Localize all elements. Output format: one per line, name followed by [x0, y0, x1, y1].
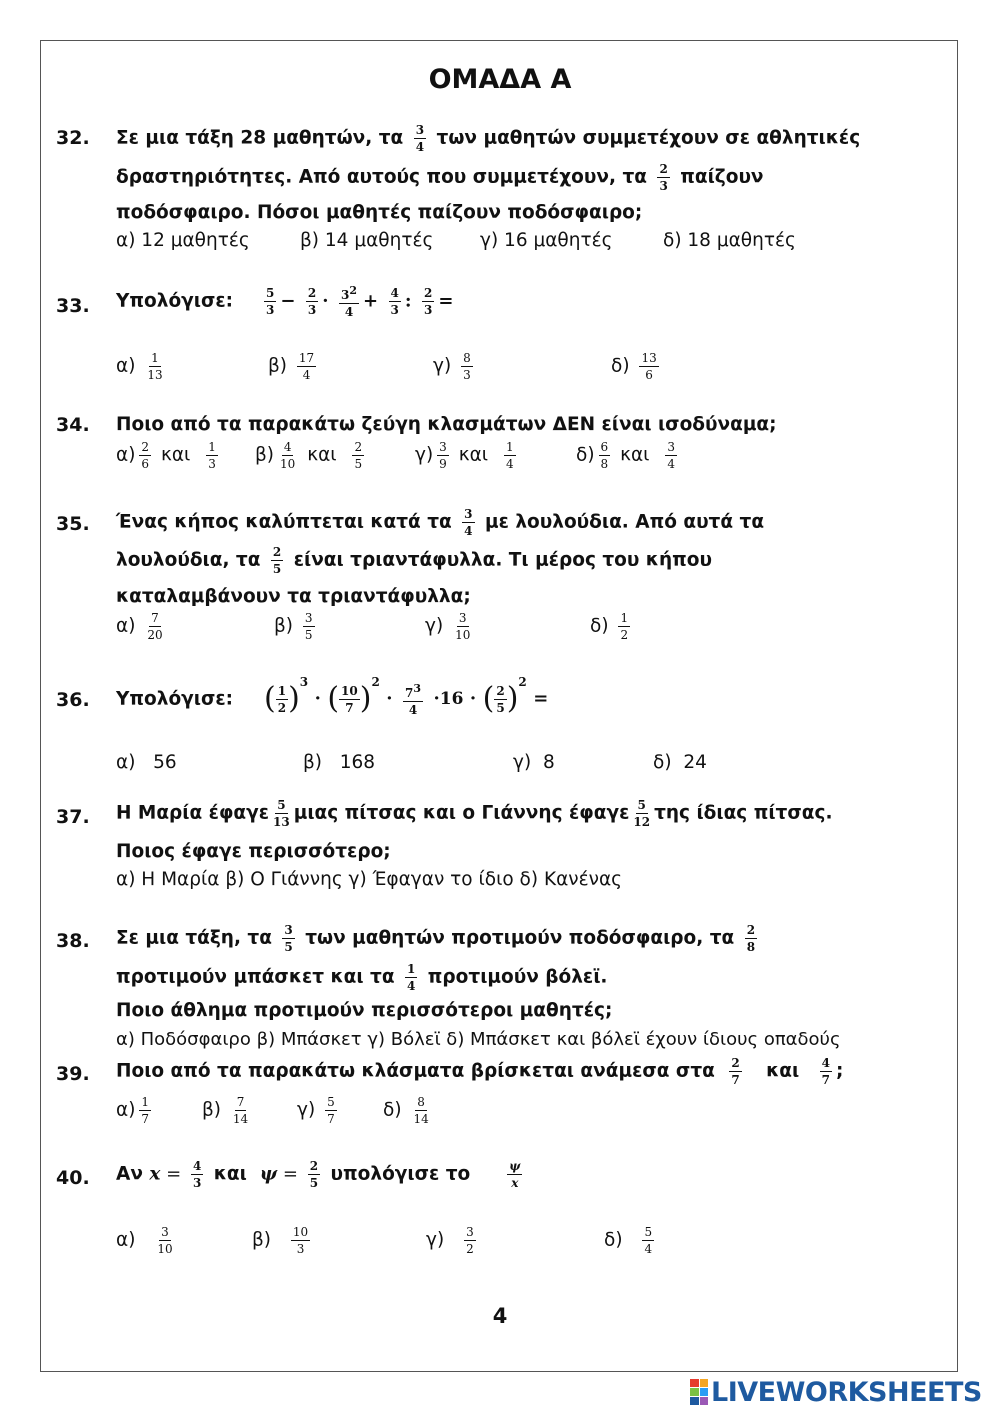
q38-line1: Σε μια τάξη, τα $\frac{3}{5}$ των μαθητών προτιμούν ποδόσφαιρο, τα $\frac{2}{8}$: [116, 923, 756, 954]
question-number: 38.: [56, 930, 90, 952]
answer-option[interactable]: γ) $\frac{3}{2}$: [426, 1225, 474, 1256]
question-number: 39.: [56, 1063, 90, 1085]
question-number: 32.: [56, 127, 90, 149]
answer-option[interactable]: α) $\frac{1}{7}$: [116, 1095, 150, 1126]
question-number: 40.: [56, 1167, 90, 1189]
answer-option[interactable]: γ) 8: [513, 752, 555, 773]
q32-line2: δραστηριότητες. Από αυτούς που συμμετέχουν, τα $\frac{2}{3}$ παίζουν: [116, 162, 764, 193]
answer-option[interactable]: α) 12 μαθητές: [116, 230, 250, 251]
q35-line1: Ένας κήπος καλύπτεται κατά τα $\frac{3}{4}$ με λουλούδια. Από αυτά τα: [116, 507, 765, 538]
q35-line2: λουλούδια, τα $\frac{2}{5}$ είναι τριαντάφυλλα. Τι μέρος του κήπου: [116, 545, 712, 576]
question-number: 37.: [56, 806, 90, 828]
answer-option[interactable]: γ) $\frac{3}{9}$ και $\frac{1}{4}$: [415, 440, 514, 471]
answer-option[interactable]: δ) $\frac{1}{2}$: [590, 611, 629, 642]
answer-option[interactable]: β) 14 μαθητές: [300, 230, 434, 251]
q38-line2: προτιμούν μπάσκετ και τα $\frac{1}{4}$ προτιμούν βόλεϊ.: [116, 962, 608, 993]
question-number: 35.: [56, 513, 90, 535]
q32-line3: ποδόσφαιρο. Πόσοι μαθητές παίζουν ποδόσφαιρο;: [116, 202, 643, 223]
q39-line1: Ποιο από τα παρακάτω κλάσματα βρίσκεται ανάμεσα στα $\frac{2}{7}$ και $\frac{4}{7}$ ;: [116, 1056, 844, 1087]
q38-line3: Ποιο άθλημα προτιμούν περισσότεροι μαθητές;: [116, 1000, 613, 1021]
q36-expression: Υπολόγισε: ( $\frac{1}{2}$ )$^3$ · ( $\frac{10}{7}$ )$^2$ · $\frac{7^3}{4}$ ·16 · ( $\frac{2}{5}$ )$^2$ =: [116, 675, 549, 717]
question-number: 33.: [56, 295, 90, 317]
q32-line1: Σε μια τάξη 28 μαθητών, τα $\frac{3}{4}$ των μαθητών συμμετέχουν σε αθλητικές: [116, 123, 861, 154]
question-number: 34.: [56, 414, 90, 436]
answer-option[interactable]: δ) $\frac{8}{14}$: [383, 1095, 429, 1126]
answer-option[interactable]: β) $\frac{17}{4}$: [268, 351, 315, 382]
page-title: ΟΜΑΔΑ Α: [428, 64, 572, 95]
answer-option[interactable]: δ) 18 μαθητές: [663, 230, 796, 251]
answer-option[interactable]: δ) 24: [653, 752, 707, 773]
answer-option[interactable]: α) $\frac{1}{13}$: [116, 351, 163, 382]
answer-options[interactable]: α) Ποδόσφαιρο β) Μπάσκετ γ) Βόλεϊ δ) Μπάσκετ και βόλεϊ έχουν ίδιους οπαδούς: [116, 1029, 841, 1050]
answer-option[interactable]: γ) $\frac{3}{10}$: [425, 611, 471, 642]
answer-option[interactable]: α) $\frac{3}{10}$: [116, 1225, 173, 1256]
answer-option[interactable]: β) $\frac{10}{3}$: [252, 1225, 309, 1256]
answer-option[interactable]: β) $\frac{3}{5}$: [274, 611, 313, 642]
q37-line2: Ποιος έφαγε περισσότερο;: [116, 841, 391, 862]
fraction: $\frac{2}{3}$: [659, 162, 668, 193]
liveworksheets-logo: [690, 1374, 982, 1410]
answer-options[interactable]: α) Η Μαρία β) Ο Γιάννης γ) Έφαγαν το ίδιο δ) Κανένας: [116, 869, 623, 890]
answer-option[interactable]: γ) 16 μαθητές: [480, 230, 613, 251]
answer-option[interactable]: δ) $\frac{13}{6}$: [611, 351, 657, 382]
question-number: 36.: [56, 689, 90, 711]
q37-line1: Η Μαρία έφαγε $\frac{5}{13}$ μιας πίτσας και ο Γιάννης έφαγε $\frac{5}{12}$ της ίδιας πίτσας.: [116, 798, 833, 829]
answer-option[interactable]: δ) $\frac{6}{8}$ και $\frac{3}{4}$: [576, 440, 675, 471]
answer-option[interactable]: β) $\frac{4}{10}$ και $\frac{2}{5}$: [255, 440, 363, 471]
answer-option[interactable]: α) 56: [116, 752, 177, 773]
answer-option[interactable]: β) $\frac{7}{14}$: [202, 1095, 249, 1126]
answer-option[interactable]: δ) $\frac{5}{4}$: [604, 1225, 653, 1256]
q33-expression: Υπολόγισε: $\frac{5}{3}$ − $\frac{2}{3}$ · $\frac{3^2}{4}$ + $\frac{4}{3}$ : $\frac{2}{3}$ =: [116, 284, 454, 319]
fraction: $\frac{3}{4}$: [415, 123, 425, 154]
answer-option[interactable]: γ) $\frac{8}{3}$: [433, 351, 471, 382]
q40-line1: Αν x = $\frac{4}{3}$ και ψ = $\frac{2}{5}$ υπολόγισε το $\frac{\psi}{x}$: [116, 1159, 521, 1190]
q35-line3: καταλαμβάνουν τα τριαντάφυλλα;: [116, 586, 471, 607]
q34-text: Ποιο από τα παρακάτω ζεύγη κλασμάτων ΔΕΝ είναι ισοδύναμα;: [116, 414, 777, 435]
answer-option[interactable]: α) $\frac{2}{6}$ και $\frac{1}{3}$: [116, 440, 216, 471]
liveworksheets-logo-icon: [690, 1379, 708, 1405]
answer-option[interactable]: γ) $\frac{5}{7}$: [297, 1095, 335, 1126]
answer-option[interactable]: β) 168: [303, 752, 375, 773]
answer-option[interactable]: α) $\frac{7}{20}$: [116, 611, 163, 642]
page-number: 4: [492, 1304, 508, 1328]
watermark-text: LIVEWORKSHEETS: [711, 1376, 982, 1408]
